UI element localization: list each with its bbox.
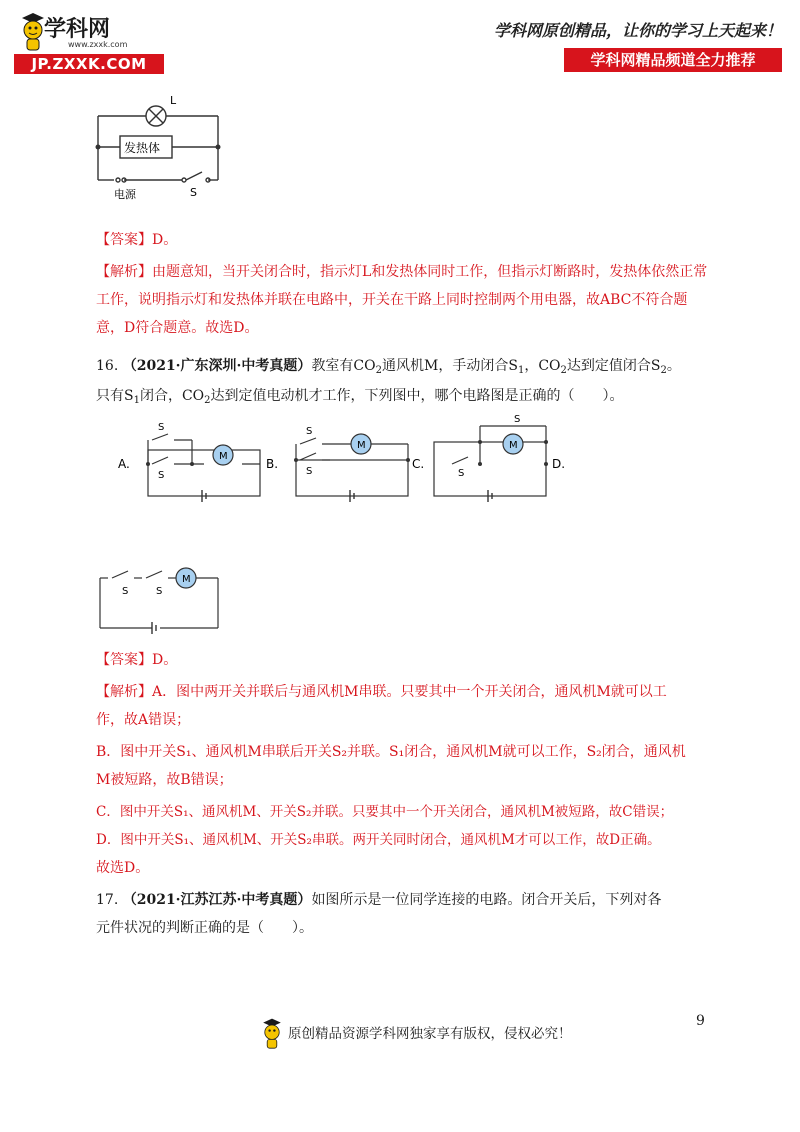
question-number: 16. [96,358,119,374]
stem-part: 只有S [96,388,134,404]
stem-part: ，CO [524,358,561,374]
circuit-figure-q15 [90,92,230,204]
q16-analysis-b2: M被短路，故B错误； [96,772,233,788]
switch-s1-label: S [122,586,129,597]
subscript: 2 [204,395,211,406]
stem-part: 教室有CO [311,358,376,374]
q15-answer [96,226,708,254]
switch-s2-label: S [158,470,165,481]
circuit-option-d [94,562,224,638]
q16-stem-line2 [96,382,708,415]
option-d: D. [552,457,566,471]
footer [268,1016,608,1052]
logo-url: JP.ZXXK.COM [14,54,164,74]
analysis-text: 由题意知，当开关闭合时，指示灯L和发热体同时工作，但指示灯断路时，发热体依然正常工作，说明指示灯和发热体并联在电路中，开关在干路上同时控制两个用电器，故ABC不符合题意，D符合题意。故选D。 [96,264,708,336]
motor-label: M [182,574,191,585]
switch-s2-label: S [306,466,313,477]
site-logo[interactable] [14,10,164,74]
motor-label: M [357,440,366,451]
copyright-notice: 原创精品资源学科网独家享有版权，侵权必究！ [288,1026,572,1042]
q16-answer [96,646,708,674]
switch-label: S [190,186,197,199]
question-number: 17. [96,892,119,908]
q17-stem-line2: 元件状况的判断正确的是（ ）。 [96,920,313,936]
q16-analysis-c: C．图中开关S₁、通风机M、开关S₂并联。只要其中一个开关闭合，通风机M被短路，故C错误； [96,804,674,820]
answer-label: 【答案】 [96,232,152,248]
switch-s1-label: S [458,468,465,479]
subscript: 2 [375,365,383,376]
q16-analysis-a [96,678,708,706]
power-label: 电源 [114,188,136,201]
circuit-options-q16 [118,412,578,512]
option-b: B. [266,457,279,471]
subscript: 1 [133,395,140,406]
stem-part: 。 [666,358,681,374]
header-slogan: 学科网原创精品，让你的学习上天起来！ [493,21,782,40]
option-a: A. [118,457,130,471]
subscript: 1 [517,365,525,376]
switch-s2-label: S [156,586,163,597]
stem-part: 达到定值电动机才工作，下列图中，哪个电路图是正确的（ ）。 [210,388,624,404]
motor-label: M [219,451,228,462]
motor-label: M [509,440,518,451]
stem-part: 如图所示是一位同学连接的电路。闭合开关后，下列对各 [311,892,662,908]
mascot-icon [260,1016,284,1050]
option-c: C. [412,457,425,471]
logo-brand: 学科网 [44,17,111,42]
question-source: （2021·江苏江苏·中考真题） [122,892,312,908]
switch-s1-label: S [158,422,165,433]
analysis-text: A．图中两开关并联后与通风机M串联。只要其中一个开关闭合，通风机M就可以工 [152,684,667,700]
logo-subtitle: www.zxxk.com [68,40,128,49]
switch-s2-label: S [514,414,521,425]
stem-part: 达到定值闭合S [566,358,661,374]
heater-label: 发热体 [124,141,161,155]
analysis-label: 【解析】 [96,684,152,700]
q17-stem [96,886,708,914]
answer-value: D。 [152,232,178,248]
q16-stem [96,352,708,385]
analysis-label: 【解析】 [96,264,152,280]
page-number: 9 [696,1013,705,1029]
q16-analysis-b1: B．图中开关S₁、通风机M串联后开关S₂并联。S₁闭合，通风机M就可以工作，S₂闭合，通风机 [96,744,686,760]
q16-analysis-d: D．图中开关S₁、通风机M、开关S₂串联。两开关同时闭合，通风机M才可以工作，故D正确。 [96,832,661,848]
channel-banner[interactable]: 学科网精品频道全力推荐 [564,48,782,72]
lamp-label: L [170,94,177,107]
q15-analysis [96,258,708,342]
q16-conclusion: 故选D。 [96,860,150,876]
subscript: 2 [660,365,667,376]
question-source: （2021·广东深圳·中考真题） [122,358,312,374]
answer-value: D。 [152,652,178,668]
q16-analysis-a2: 作，故A错误； [96,712,191,728]
subscript: 2 [560,365,567,376]
stem-part: 闭合，CO [139,388,205,404]
switch-s1-label: S [306,426,313,437]
answer-label: 【答案】 [96,652,152,668]
stem-part: 通风机M，手动闭合S [382,358,518,374]
